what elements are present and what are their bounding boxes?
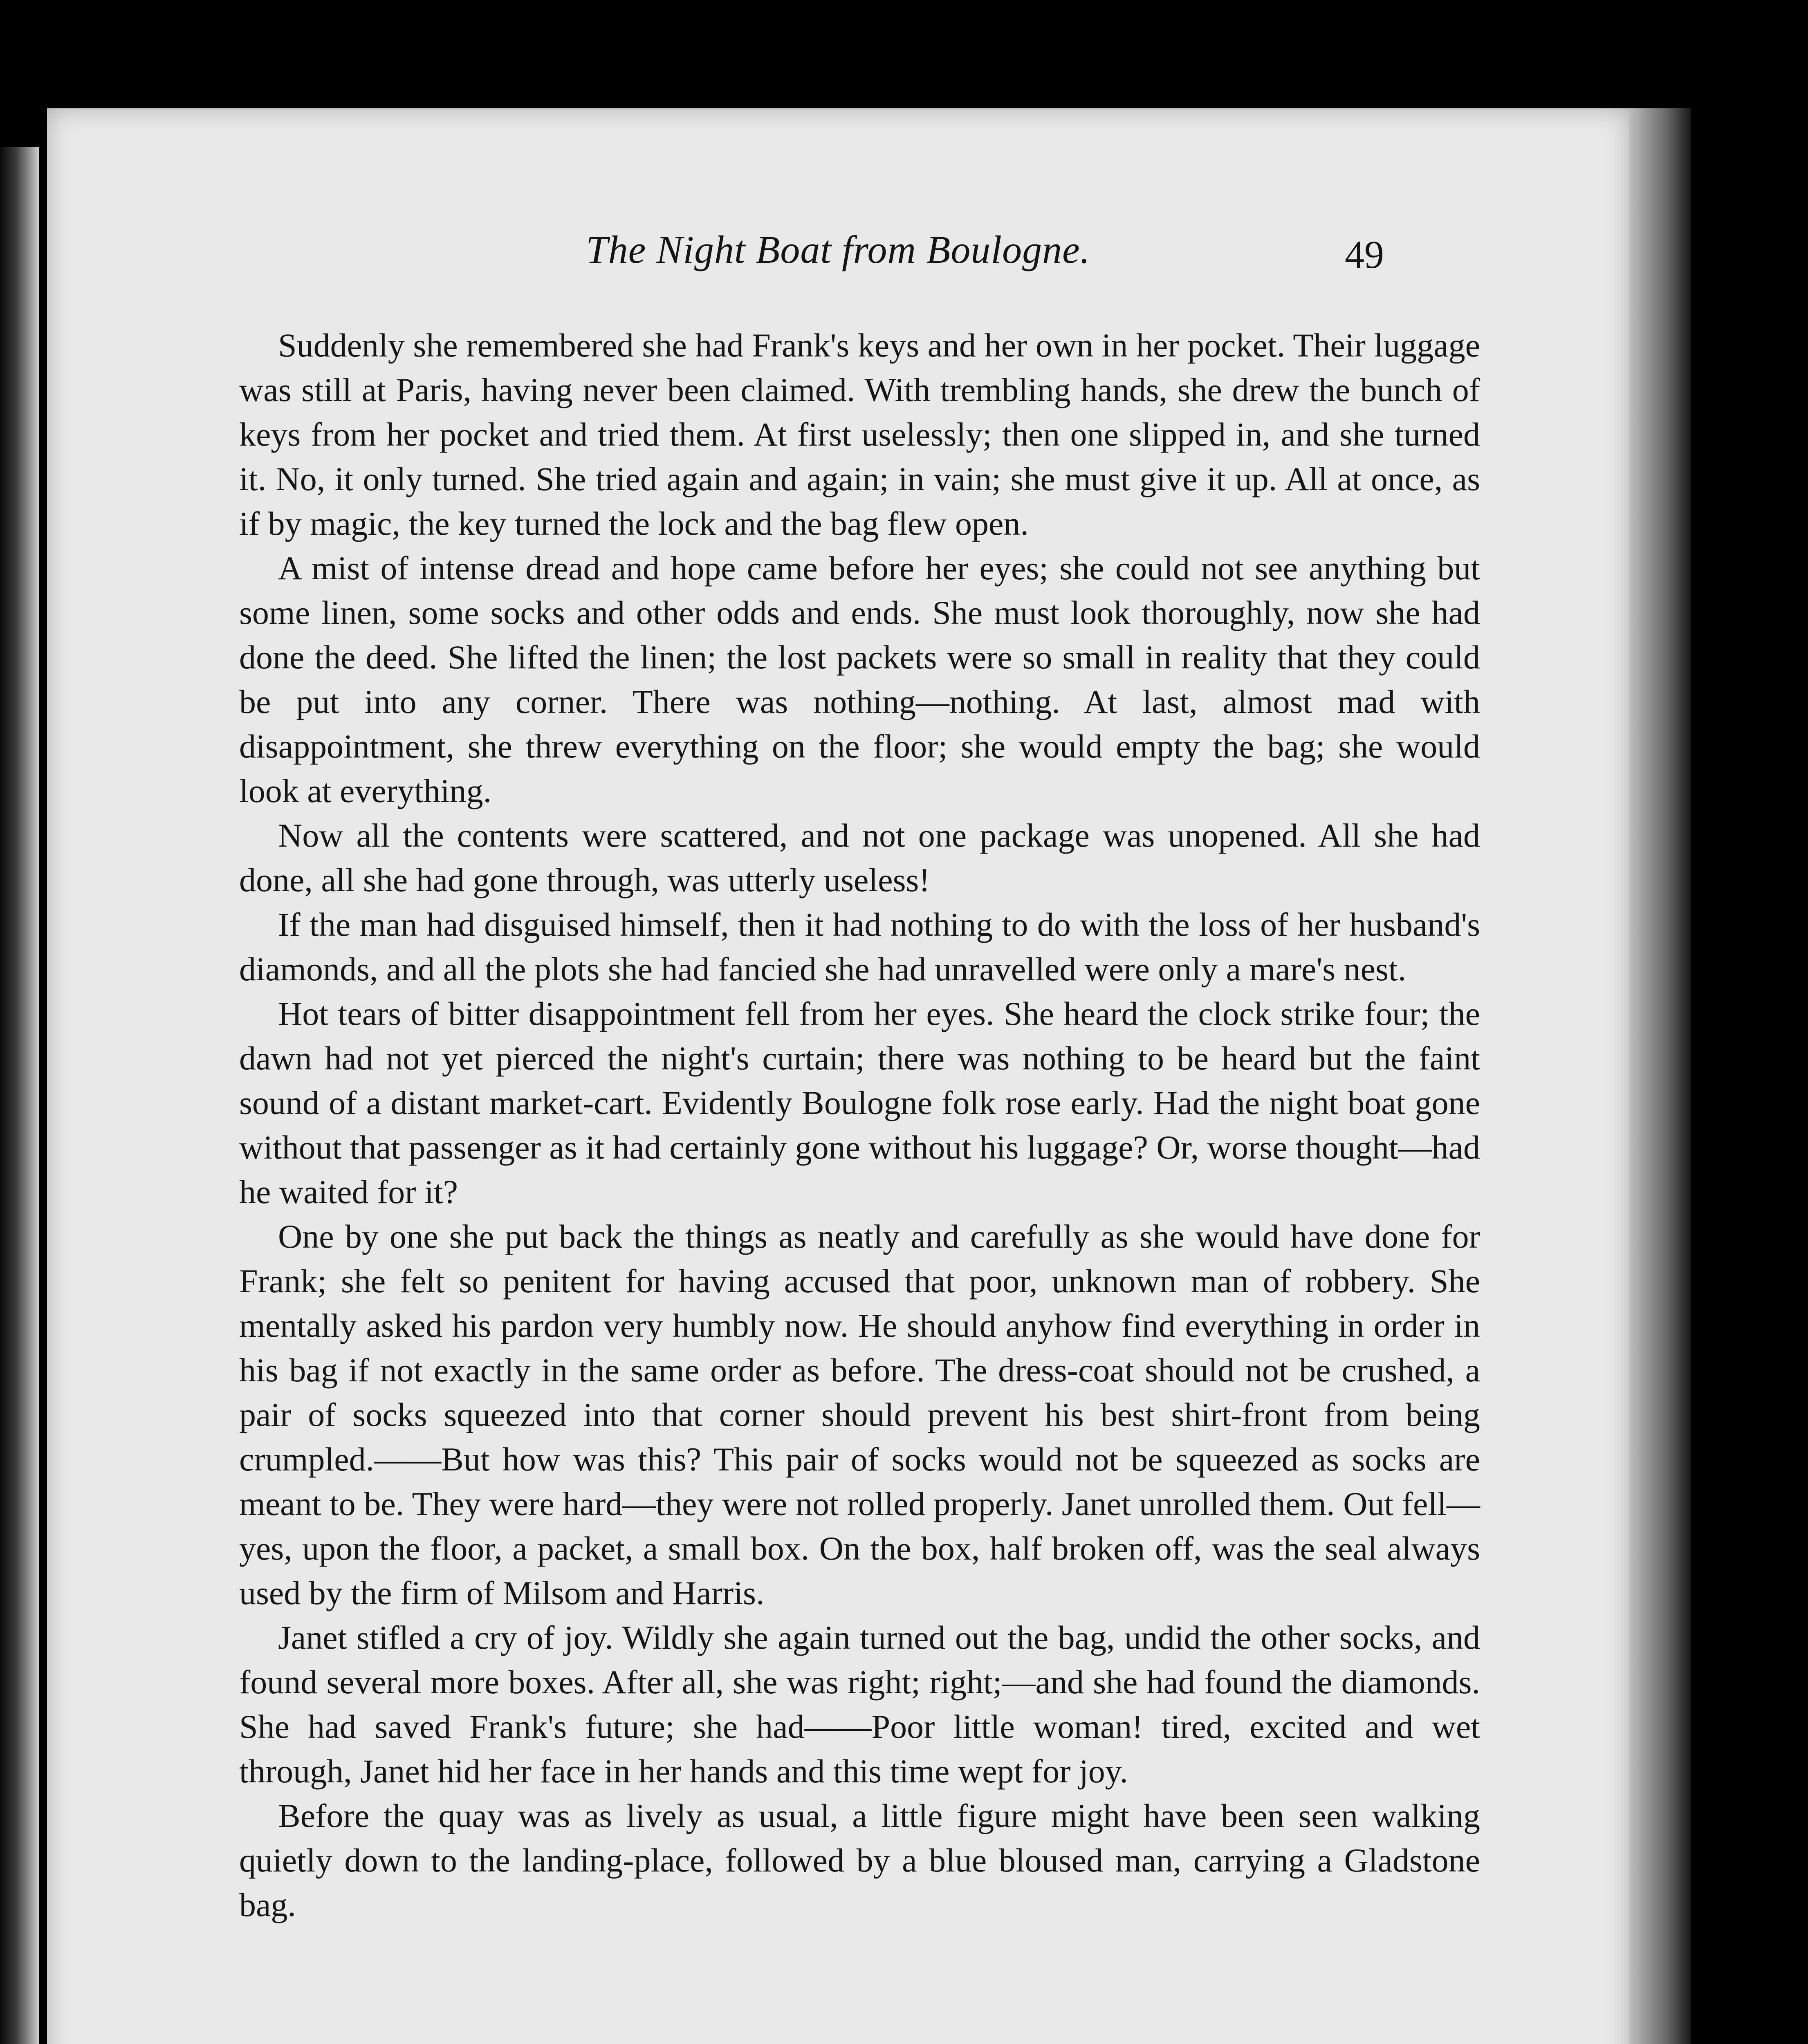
paragraph: Suddenly she remembered she had Frank's keys and her own in her pocket. Their luggage was still at Paris, having never been claimed. With trembling hands, she drew the bunch of keys from her pocket and tried them. At first uselessly; then one slipped in, and she turned it. No, it only turned. She tried again and again; in vain; she must give it up. All at once, as if by magic, the key turned the lock and the bag flew open.: [239, 327, 1480, 542]
running-title: The Night Boat from Boulogne.: [586, 228, 1090, 271]
paragraph: Janet stifled a cry of joy. Wildly she again turned out the bag, undid the other socks, and found several more boxes. After all, she was right; right;—and she had found the diamonds. She had saved Frank's future; she had——Poor little woman! tired, excited and wet through, Janet hid her face in her hands and this time wept for joy.: [239, 1619, 1480, 1790]
book-page: [47, 108, 1629, 2044]
paragraph: A mist of intense dread and hope came before her eyes; she could not see anything but some linen, some socks and other odds and ends. She must look thoroughly, now she had done the deed. She lifted the linen; the lost packets were so small in reality that they could be put into any corner. There was nothing—nothing. At last, almost mad with disappointment, she threw everything on the floor; she would empty the bag; she would look at everything.: [239, 549, 1480, 809]
paragraph: If the man had disguised himself, then it had nothing to do with the loss of her husband's diamonds, and all the plots she had fancied she had unravelled were only a mare's nest.: [239, 906, 1480, 988]
paragraph: Now all the contents were scattered, and not one package was unopened. All she had done, all she had gone through, was utterly useless!: [239, 817, 1480, 899]
story-text: [239, 323, 1480, 1927]
page-header: [47, 227, 1629, 280]
page-number: 49: [1345, 233, 1384, 276]
paragraph: One by one she put back the things as neatly and carefully as she would have done for Frank; she felt so penitent for having accused that poor, unknown man of robbery. She mentally asked his pardon very humbly now. He should anyhow find everything in order in his bag if not exactly in the same order as before. The dress-coat should not be crushed, a pair of socks squeezed into that corner should prevent his best shirt-front from being crumpled.——But how was this? This pair of socks would not be squeezed as socks are meant to be. They were hard—they were not rolled properly. Janet unrolled them. Out fell—yes, upon the floor, a packet, a small box. On the box, half broken off, was the seal always used by the firm of Milsom and Harris.: [239, 1218, 1480, 1611]
adjacent-page-edge: [0, 147, 39, 2044]
page-gutter-shadow: [1629, 108, 1691, 2044]
paragraph: Hot tears of bitter disappointment fell from her eyes. She heard the clock strike four; the dawn had not yet pierced the night's curtain; there was nothing to be heard but the faint sound of a distant market-cart. Evidently Boulogne folk rose early. Had the night boat gone without that passenger as it had certainly gone without his luggage? Or, worse thought—had he waited for it?: [239, 995, 1480, 1210]
paragraph: Before the quay was as lively as usual, a little figure might have been seen walking quietly down to the landing-place, followed by a blue bloused man, carrying a Gladstone bag.: [239, 1797, 1480, 1923]
